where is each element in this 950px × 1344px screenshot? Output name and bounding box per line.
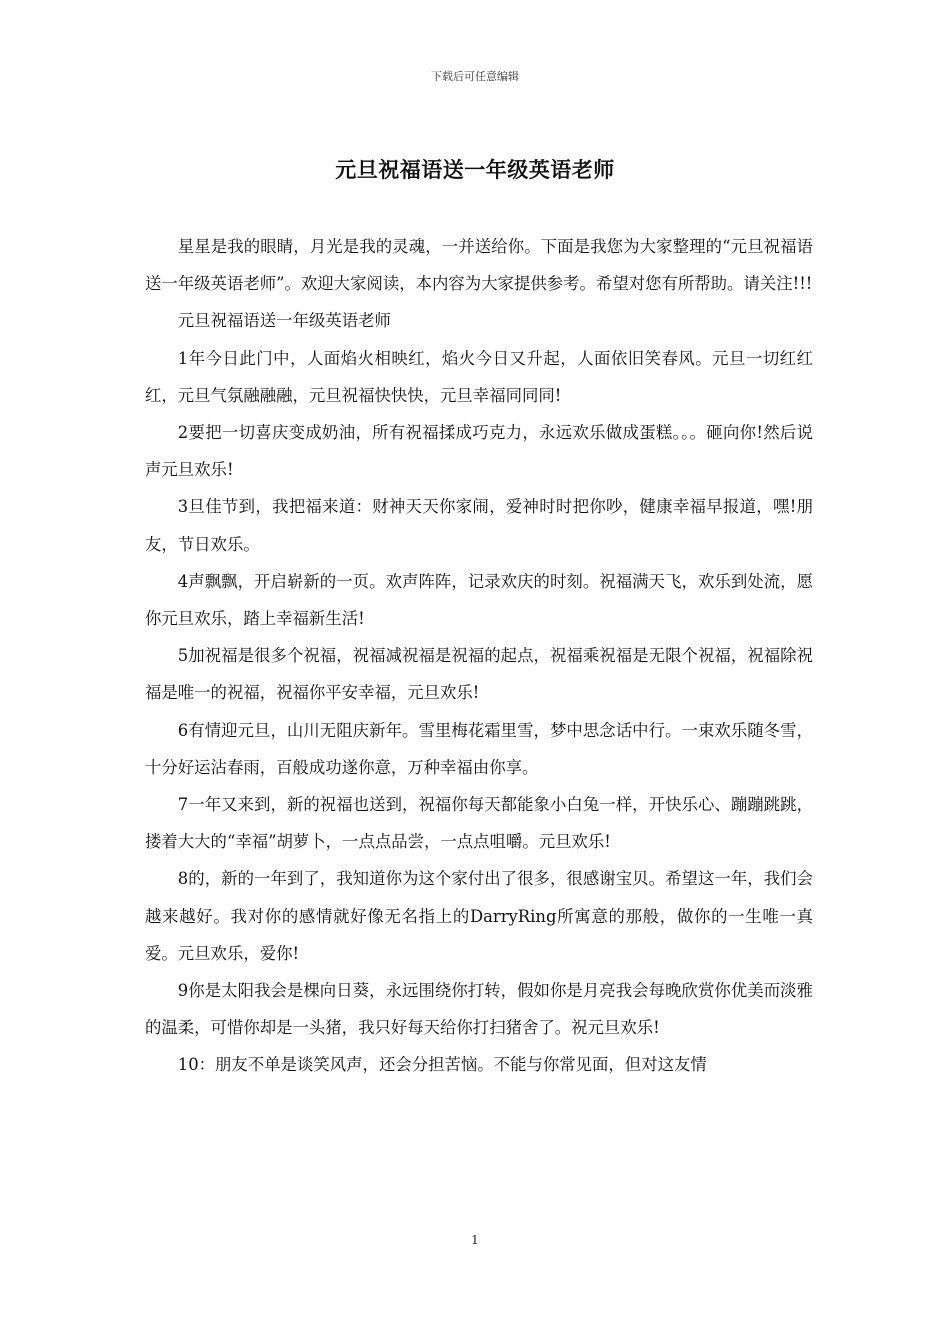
wish-item-2: 2要把一切喜庆变成奶油，所有祝福揉成巧克力，永远欢乐做成蛋糕。。。砸向你!然后说声元旦欢乐! [145,423,813,480]
subheading: 元旦祝福语送一年级英语老师 [177,311,391,331]
wish-item-8: 8的，新的一年到了，我知道你为这个家付出了很多，很感谢宝贝。希望这一年，我们会越来越好。我对你的感情就好像无名指上的DarryRing所寓意的那般，做你的一生唯一真爱。元旦欢乐，爱你! [145,869,813,963]
intro-paragraph: 星星是我的眼睛，月光是我的灵魂，一并送给你。下面是我您为大家整理的“元旦祝福语送一年级英语老师”。欢迎大家阅读，本内容为大家提供参考。希望对您有所帮助。请关注!!! [145,237,813,294]
wish-item-1: 1年今日此门中，人面焰火相映红，焰火今日又升起，人面依旧笑春风。元旦一切红红红，元旦气氛融融融，元旦祝福快快快，元旦幸福同同同! [145,348,813,405]
wish-item-3: 3旦佳节到，我把福来道：财神天天你家闹，爱神时时把你吵，健康幸福早报道，嘿!朋友，节日欢乐。 [145,497,813,554]
wish-item-7: 7一年又来到，新的祝福也送到，祝福你每天都能象小白兔一样，开快乐心、蹦蹦跳跳，搂着大大的“幸福”胡萝卜，一点点品尝，一点点咀嚼。元旦欢乐! [145,795,813,852]
wish-item-6: 6有情迎元旦，山川无阻庆新年。雪里梅花霜里雪，梦中思念话中行。一束欢乐随冬雪，十分好运沾春雨，百般成功遂你意，万种幸福由你享。 [145,720,813,777]
wish-item-5: 5加祝福是很多个祝福，祝福减祝福是祝福的起点，祝福乘祝福是无限个祝福，祝福除祝福是唯一的祝福，祝福你平安幸福，元旦欢乐! [145,646,813,703]
wish-item-10: 10：朋友不单是谈笑风声，还会分担苦恼。不能与你常见面，但对这友情 [177,1055,707,1075]
page-header: 下载后可任意编辑 [431,70,519,83]
document-title: 元旦祝福语送一年级英语老师 [335,157,615,182]
wish-item-9: 9你是太阳我会是棵向日葵，永远围绕你打转，假如你是月亮我会每晚欣赏你优美而淡雅的温柔，可惜你却是一头猪，我只好每天给你打扫猪舍了。祝元旦欢乐! [145,981,813,1038]
wish-item-4: 4声飘飘，开启崭新的一页。欢声阵阵，记录欢庆的时刻。祝福满天飞，欢乐到处流，愿你元旦欢乐，踏上幸福新生活! [145,571,813,629]
page-number: 1 [471,1233,479,1247]
document-body [145,228,813,1084]
